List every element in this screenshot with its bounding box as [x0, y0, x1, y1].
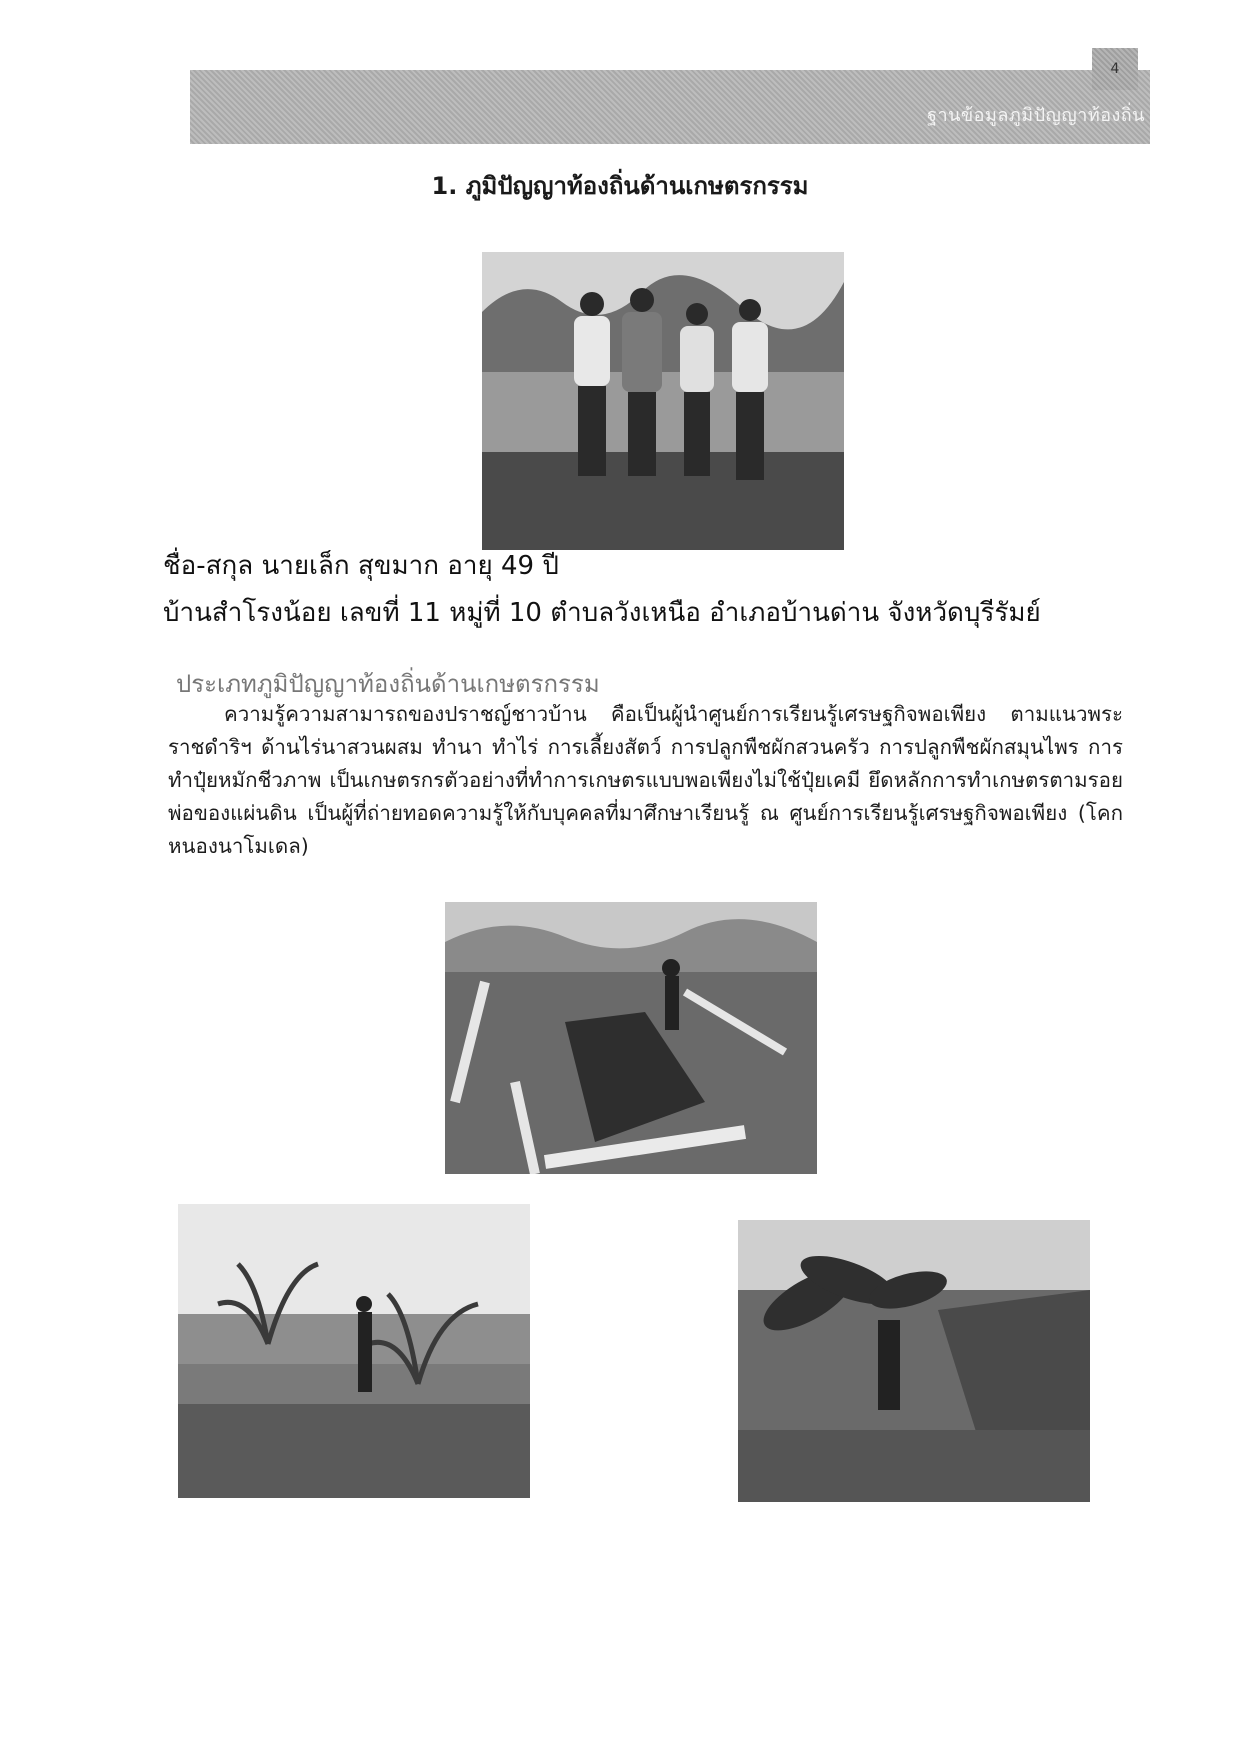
- photo-trench-digging: [445, 902, 817, 1174]
- photo-banana-pond: [738, 1220, 1090, 1502]
- section-title: ประเภทภูมิปัญญาท้องถิ่นด้านเกษตรกรรม: [176, 670, 600, 698]
- person-address: บ้านสำโรงน้อย เลขที่ 11 หมู่ที่ 10 ตำบลวังเหนือ อำเภอบ้านด่าน จังหวัดบุรีรัมย์: [163, 598, 1041, 628]
- page-number: 4: [1092, 48, 1138, 90]
- photo-group-portrait: [482, 252, 844, 550]
- photo-field-palms: [178, 1204, 530, 1498]
- person-name-age: ชื่อ-สกุล นายเล็ก สุขมาก อายุ 49 ปี: [163, 551, 559, 581]
- section-body: [168, 698, 1123, 863]
- page-heading: 1. ภูมิปัญญาท้องถิ่นด้านเกษตรกรรม: [431, 172, 809, 200]
- banner-title: ฐานข้อมูลภูมิปัญญาท้องถิ่น: [927, 105, 1145, 126]
- section-body-text: ความรู้ความสามารถของปราชญ์ชาวบ้าน คือเป็นผู้นำศูนย์การเรียนรู้เศรษฐกิจพอเพียง ตามแนวพระราชดำริฯ ด้านไร่นาสวนผสม ทำนา ทำไร่ การเลี้ยงสัตว์ การปลูกพืชผักสวนครัว การปลูกพืชผักสมุนไพร การทำปุ๋ยหมักชีวภาพ เป็นเกษตรกรตัวอย่างที่ทำการเกษตรแบบพอเพียงไม่ใช้ปุ๋ยเคมี ยึดหลักการทำเกษตรตามรอยพ่อของแผ่นดิน เป็นผู้ที่ถ่ายทอดความรู้ให้กับบุคคลที่มาศึกษาเรียนรู้ ณ ศูนย์การเรียนรู้เศรษฐกิจพอเพียง (โคกหนองนาโมเดล): [168, 702, 1123, 858]
